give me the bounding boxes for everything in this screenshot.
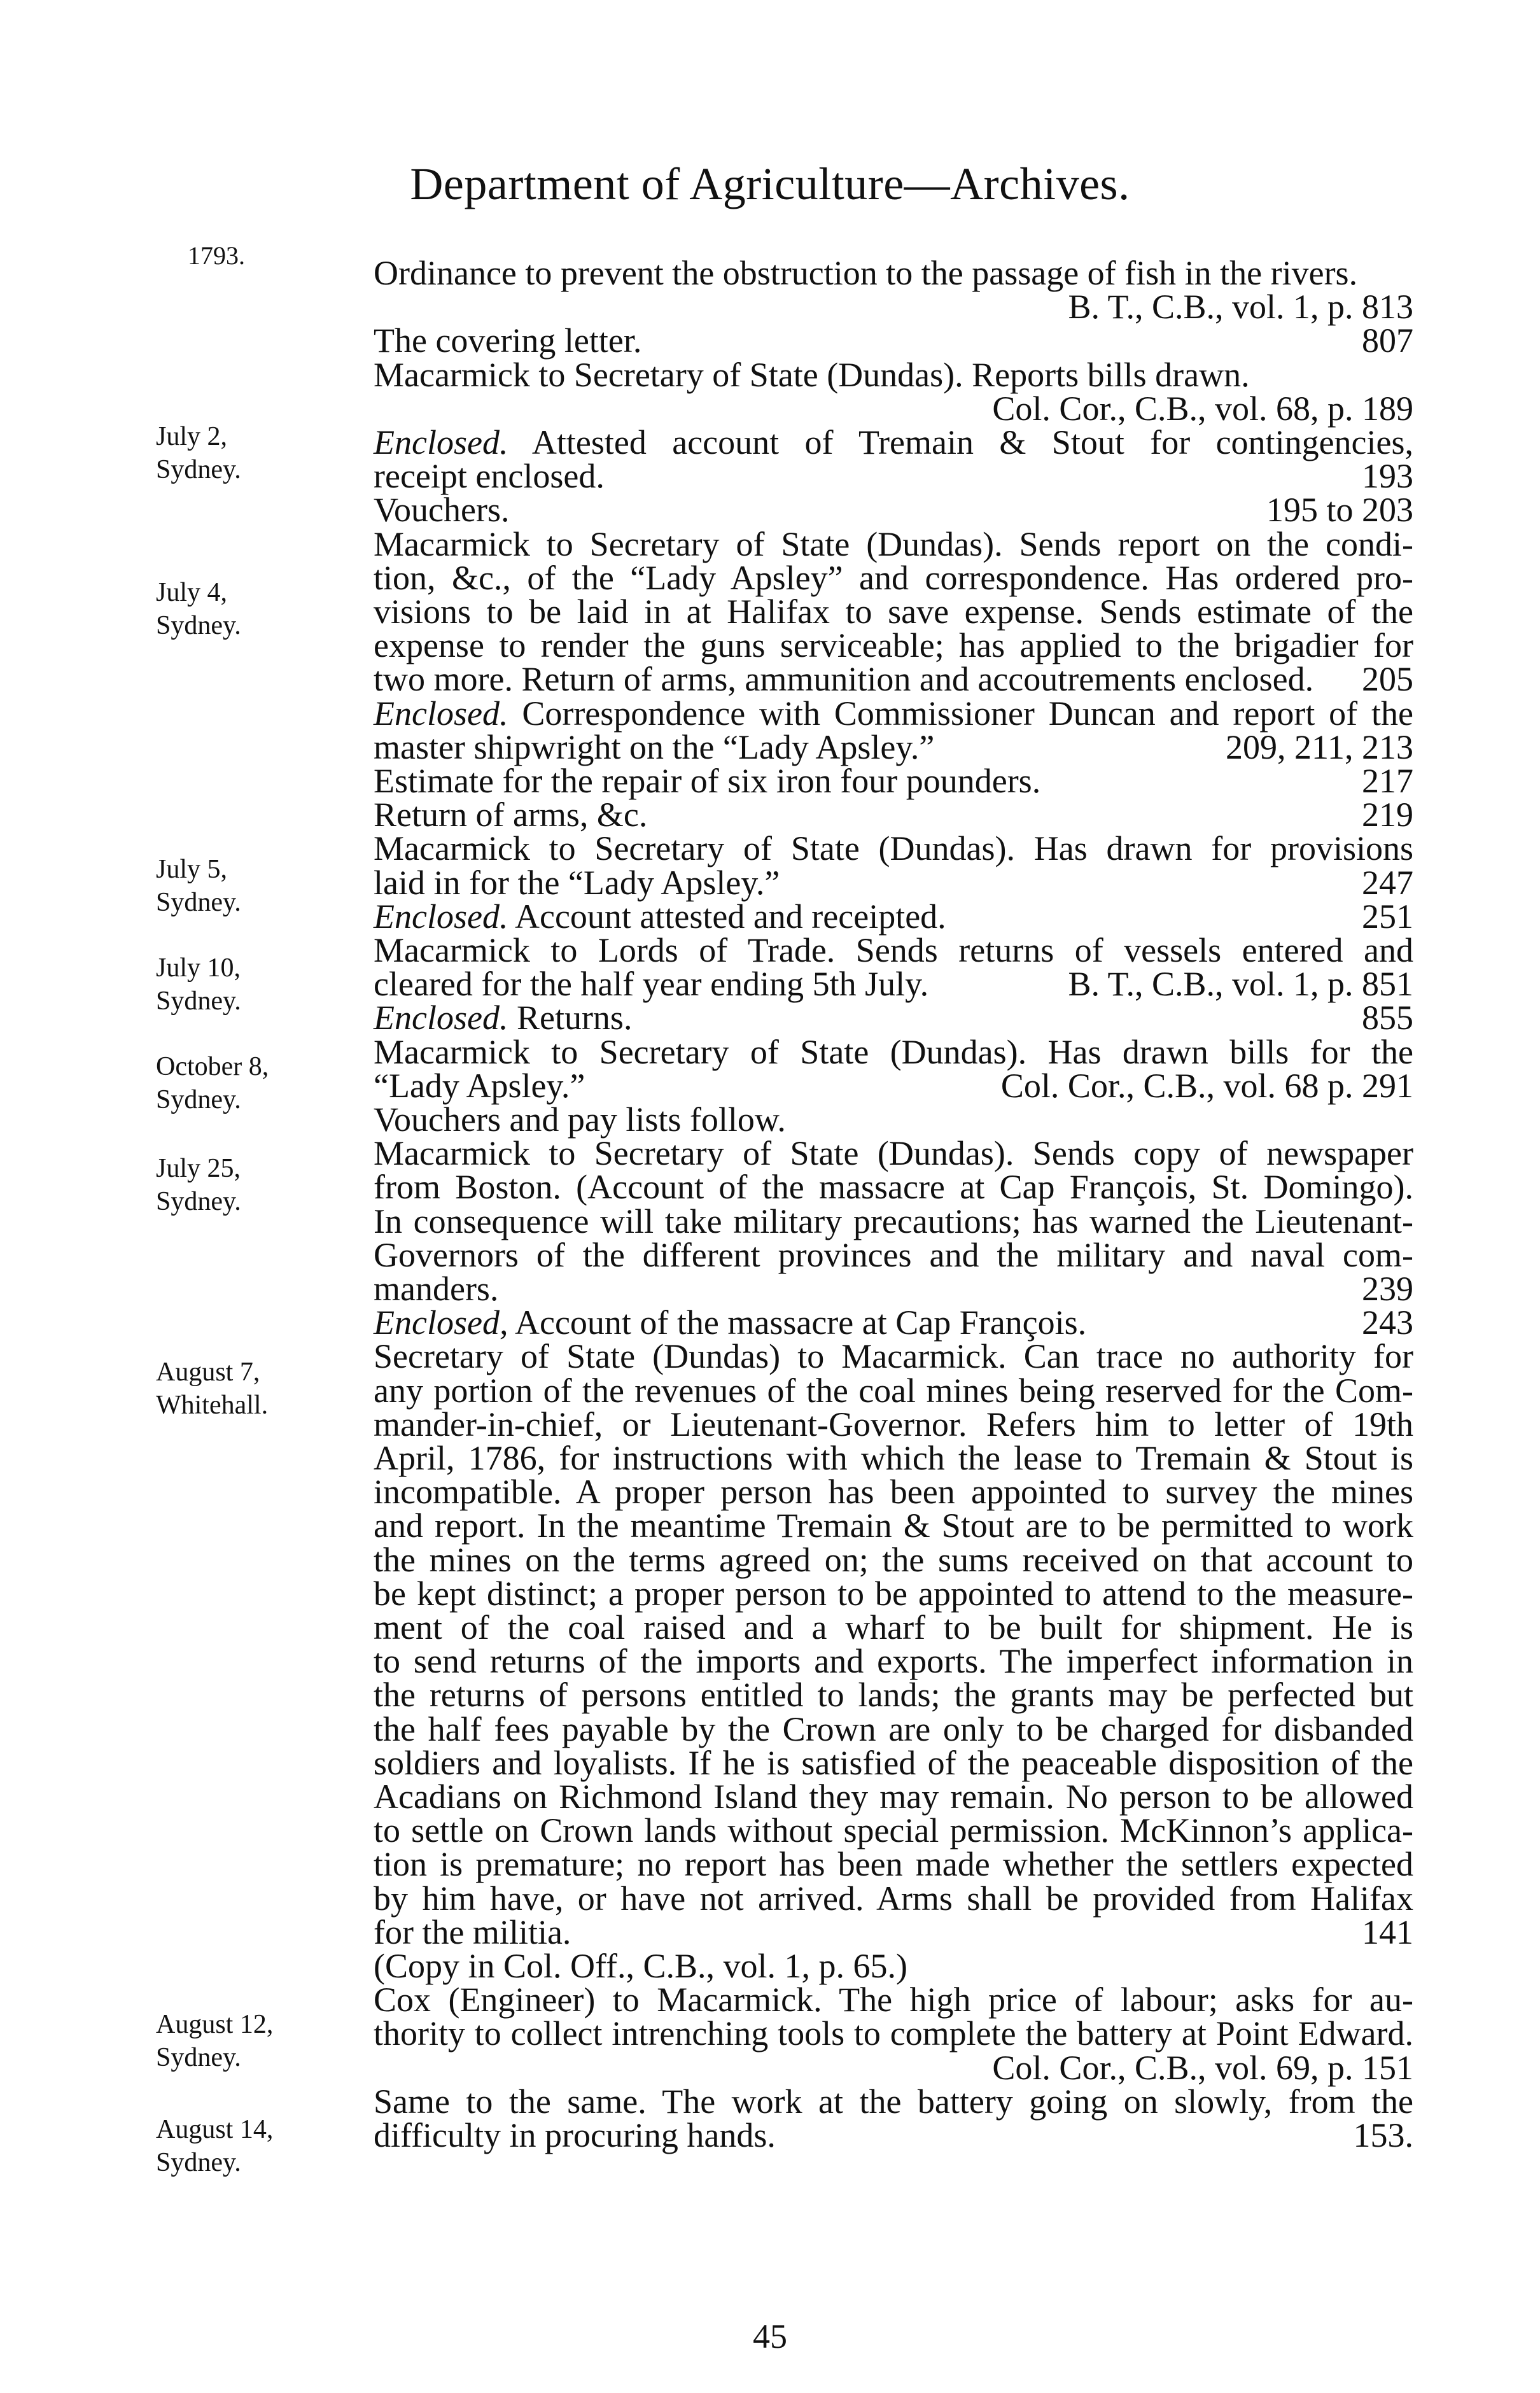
reference-number: 205 bbox=[1362, 660, 1413, 698]
enclosed-label: Enclosed. bbox=[374, 694, 508, 733]
reference-line: B. T., C.B., vol. 1, p. 813 bbox=[1068, 288, 1413, 326]
margin-date: July 2, bbox=[156, 422, 228, 451]
margin-date: July 10, bbox=[156, 953, 241, 983]
text-line: Secretary of State (Dundas) to Macarmick. Can trace no authority for bbox=[374, 1337, 1413, 1375]
text-line: expense to render the guns serviceable; has applied to the brigadier for bbox=[374, 626, 1413, 664]
text-line: Macarmick to Secretary of State (Dundas). Sends report on the condi- bbox=[374, 525, 1413, 563]
line-text: manders. bbox=[374, 1270, 499, 1308]
line-text: cleared for the half year ending 5th July. bbox=[374, 965, 929, 1003]
reference-number: 195 to 203 bbox=[1266, 491, 1413, 529]
reference-line: Col. Cor., C.B., vol. 68, p. 189 bbox=[992, 389, 1413, 428]
line-text: Enclosed. Returns. bbox=[374, 999, 633, 1037]
text-line: the returns of persons entitled to lands; the grants may be perfected but bbox=[374, 1676, 1413, 1714]
text-line bbox=[374, 998, 1413, 1037]
text-line: Same to the same. The work at the battery going on slowly, from the bbox=[374, 2082, 1413, 2121]
text-line: be kept distinct; a proper person to be appointed to attend to the measure- bbox=[374, 1575, 1413, 1613]
reference-number: 209, 211, 213 bbox=[1226, 728, 1413, 766]
reference-number: 193 bbox=[1362, 457, 1413, 495]
text-line: by him have, or have not arrived. Arms shall be provided from Halifax bbox=[374, 1879, 1413, 1918]
text-line: (Copy in Col. Off., C.B., vol. 1, p. 65.) bbox=[374, 1947, 908, 1985]
line-text: “Lady Apsley.” bbox=[374, 1067, 585, 1105]
margin-date-note bbox=[156, 951, 328, 1018]
text-line: Enclosed. Correspondence with Commissioner Duncan and report of the bbox=[374, 694, 1413, 733]
text-line: from Boston. (Account of the massacre at Cap François, St. Domingo). bbox=[374, 1168, 1413, 1206]
margin-date-note bbox=[156, 420, 328, 486]
margin-date-note bbox=[156, 2008, 328, 2074]
text-line: tion, &c., of the “Lady Apsley” and correspondence. Has ordered pro- bbox=[374, 559, 1413, 597]
reference-number: 247 bbox=[1362, 864, 1413, 902]
line-text: laid in for the “Lady Apsley.” bbox=[374, 864, 780, 902]
line-text: difficulty in procuring hands. bbox=[374, 2116, 776, 2154]
reference-number: 217 bbox=[1362, 762, 1413, 800]
margin-date: August 14, bbox=[156, 2115, 274, 2144]
margin-date: July 4, bbox=[156, 578, 228, 607]
margin-place: Sydney. bbox=[156, 888, 241, 917]
line-text: receipt enclosed. bbox=[374, 457, 605, 495]
line-text: master shipwright on the “Lady Apsley.” bbox=[374, 728, 935, 766]
margin-date-note bbox=[156, 1356, 328, 1422]
text-line: ment of the coal raised and a wharf to be built for shipment. He is bbox=[374, 1608, 1413, 1646]
margin-date: July 5, bbox=[156, 855, 228, 884]
text-line: thority to collect intrenching tools to complete the battery at Point Edward. bbox=[374, 2014, 1413, 2053]
text-line: In consequence will take military precautions; has warned the Lieutenant- bbox=[374, 1202, 1413, 1240]
line-text: The covering letter. bbox=[374, 321, 642, 360]
reference-number: 153. bbox=[1353, 2116, 1413, 2154]
text-line: incompatible. A proper person has been appointed to survey the mines bbox=[374, 1473, 1413, 1511]
margin-date: July 25, bbox=[156, 1154, 241, 1183]
reference-number: 219 bbox=[1362, 796, 1413, 834]
margin-place: Whitehall. bbox=[156, 1391, 269, 1420]
text-line: Vouchers and pay lists follow. bbox=[374, 1100, 786, 1139]
line-text: for the militia. bbox=[374, 1913, 571, 1951]
page-number: 45 bbox=[753, 2317, 787, 2355]
text-line: any portion of the revenues of the coal mines being reserved for the Com- bbox=[374, 1372, 1413, 1410]
enclosed-label: Enclosed. bbox=[374, 423, 508, 461]
text-line: Governors of the different provinces and the military and naval com- bbox=[374, 1236, 1413, 1274]
text-line: April, 1786, for instructions with which the lease to Tremain & Stout is bbox=[374, 1439, 1413, 1477]
text-line: Ordinance to prevent the obstruction to the passage of fish in the rivers. bbox=[374, 254, 1358, 292]
line-text: Enclosed. Account attested and receipted. bbox=[374, 897, 946, 936]
text-line: Macarmick to Secretary of State (Dundas). Sends copy of newspaper bbox=[374, 1134, 1413, 1172]
margin-place: Sydney. bbox=[156, 455, 241, 484]
margin-place: Sydney. bbox=[156, 611, 241, 640]
margin-place: Sydney. bbox=[156, 1085, 241, 1114]
margin-place: Sydney. bbox=[156, 1187, 241, 1216]
line-text: Estimate for the repair of six iron four pounders. bbox=[374, 762, 1041, 800]
reference-number: 855 bbox=[1362, 999, 1413, 1037]
reference-number: Col. Cor., C.B., vol. 68 p. 291 bbox=[1000, 1067, 1413, 1105]
margin-date-note bbox=[156, 1050, 328, 1116]
margin-place: Sydney. bbox=[156, 2148, 241, 2177]
reference-line: Col. Cor., C.B., vol. 69, p. 151 bbox=[992, 2049, 1413, 2087]
margin-place: Sydney. bbox=[156, 986, 241, 1016]
text-line: Macarmick to Secretary of State (Dundas). Has drawn for provisions bbox=[374, 829, 1413, 867]
year-label: 1793. bbox=[188, 241, 245, 270]
text-line bbox=[374, 659, 1413, 699]
text-line: Macarmick to Lords of Trade. Sends returns of vessels entered and bbox=[374, 931, 1413, 969]
margin-place: Sydney. bbox=[156, 2043, 241, 2072]
text-line: and report. In the meantime Tremain & Stout are to be permitted to work bbox=[374, 1506, 1413, 1545]
text-line: the half fees payable by the Crown are only to be charged for disbanded bbox=[374, 1710, 1413, 1748]
text-line bbox=[374, 2116, 1413, 2155]
text-line bbox=[374, 490, 1413, 530]
text-line: Acadians on Richmond Island they may remain. No person to be allowed bbox=[374, 1778, 1413, 1816]
text-line: Cox (Engineer) to Macarmick. The high price of labour; asks for au- bbox=[374, 1981, 1413, 2019]
margin-date: August 7, bbox=[156, 1358, 260, 1387]
enclosed-label: Enclosed, bbox=[374, 1303, 508, 1342]
text-line: to settle on Crown lands without special permission. McKinnon’s applica- bbox=[374, 1811, 1413, 1849]
text-line: mander-in-chief, or Lieutenant-Governor. Refers him to letter of 19th bbox=[374, 1405, 1413, 1443]
text-line bbox=[374, 321, 1413, 360]
page-header: Department of Agriculture—Archives. bbox=[410, 158, 1130, 209]
reference-number: 239 bbox=[1362, 1270, 1413, 1308]
line-text: Vouchers. bbox=[374, 491, 510, 529]
text-line: Macarmick to Secretary of State (Dundas). Reports bills drawn. bbox=[374, 356, 1250, 394]
margin-date: August 12, bbox=[156, 2010, 274, 2039]
text-line: the mines on the terms agreed on; the sums received on that account to bbox=[374, 1541, 1413, 1579]
reference-number: 141 bbox=[1362, 1913, 1413, 1951]
text-line: visions to be laid in at Halifax to save expense. Sends estimate of the bbox=[374, 593, 1413, 631]
reference-number: 807 bbox=[1362, 321, 1413, 360]
margin-date-note bbox=[156, 576, 328, 642]
margin-date-note bbox=[156, 2113, 328, 2179]
margin-date-note bbox=[156, 853, 328, 919]
enclosed-label: Enclosed. bbox=[374, 897, 508, 936]
line-text: Return of arms, &c. bbox=[374, 796, 648, 834]
margin-date: October 8, bbox=[156, 1052, 269, 1081]
reference-number: B. T., C.B., vol. 1, p. 851 bbox=[1068, 965, 1413, 1003]
text-line: soldiers and loyalists. If he is satisfied of the peaceable disposition of the bbox=[374, 1744, 1413, 1782]
reference-number: 243 bbox=[1362, 1303, 1413, 1342]
text-line: Enclosed. Attested account of Tremain & Stout for contingencies, bbox=[374, 423, 1413, 461]
text-line: Macarmick to Secretary of State (Dundas). Has drawn bills for the bbox=[374, 1033, 1413, 1071]
margin-date-note bbox=[156, 1152, 328, 1218]
text-line: tion is premature; no report has been made whether the settlers expected bbox=[374, 1845, 1413, 1883]
line-text: two more. Return of arms, ammunition and accoutrements enclosed. bbox=[374, 660, 1314, 698]
text-line: to send returns of the imports and exports. The imperfect information in bbox=[374, 1642, 1413, 1680]
line-text: Enclosed, Account of the massacre at Cap François. bbox=[374, 1303, 1087, 1342]
enclosed-label: Enclosed. bbox=[374, 999, 508, 1037]
reference-number: 251 bbox=[1362, 897, 1413, 936]
